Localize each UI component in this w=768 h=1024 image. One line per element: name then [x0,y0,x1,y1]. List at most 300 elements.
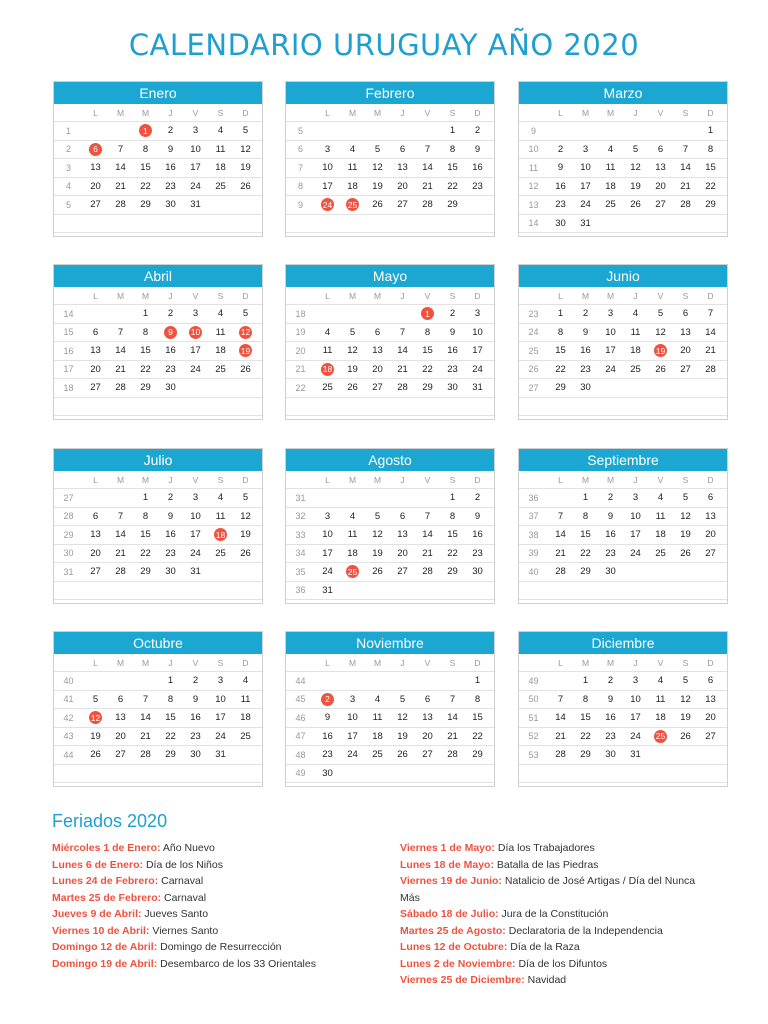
day-cell: 12 [240,143,251,155]
day-cell [108,215,133,233]
month-diciembre [518,631,728,787]
weekday-label: D [474,290,481,301]
day-cell: 15 [580,712,591,724]
week-row [519,398,727,417]
day-cell: 8 [582,693,589,705]
day-cell: 24 [322,566,333,578]
day-cell [390,305,415,323]
day-cell [440,765,465,783]
day-cell: 13 [680,326,691,338]
day-cell [233,765,258,783]
day-cell: 23 [472,547,483,559]
day-cell: 28 [555,566,566,578]
day-cell: 22 [140,363,151,375]
day-cell: 21 [140,730,151,742]
day-cell: 26 [347,382,358,394]
week-row [286,215,494,234]
weekday-label: M [116,657,125,668]
week-number [54,398,83,416]
weekday-label: D [474,657,481,668]
week-number: 46 [295,712,306,723]
day-cell: 23 [555,199,566,211]
holiday-item [400,972,710,989]
day-cell: 27 [422,749,433,761]
weekday-label: L [93,657,98,668]
weekday-label: J [633,657,638,668]
week-number: 2 [65,144,71,155]
day-cell: 8 [582,510,589,522]
weekday-label: S [217,474,224,485]
day-cell: 16 [322,730,333,742]
day-cell: 5 [242,308,249,320]
week-number-header [286,471,315,488]
day-cell [340,305,365,323]
day-cell [315,672,340,690]
day-cell [315,398,340,416]
week-row [519,765,727,784]
week-number: 40 [63,675,74,686]
day-cell: 30 [605,566,616,578]
month-header: Agosto [286,449,494,471]
day-cell: 16 [165,345,176,357]
holiday-description: Desembarco de los 33 Orientales [160,957,316,970]
day-cell [390,765,415,783]
day-cell: 28 [115,382,126,394]
day-cell: 22 [422,363,433,375]
day-cell [208,765,233,783]
holiday-description: Carnaval [161,875,204,887]
day-cell [208,215,233,233]
week-number: 4 [65,181,71,192]
holiday-item [52,890,352,907]
week-row [519,122,727,141]
weekday-label: S [217,107,224,118]
weekday-label: M [141,107,150,118]
day-cell [698,746,723,764]
holiday-date: Miércoles 1 de Enero: [52,842,161,854]
day-cell: 3 [632,675,639,687]
holiday-date: Martes 25 de Agosto: [400,924,506,937]
day-cell [133,582,158,600]
day-cell: 3 [474,308,481,320]
weekday-label: D [707,474,714,485]
week-row [519,196,727,215]
week-number: 38 [528,529,539,540]
day-cell [365,765,390,783]
weekday-label: D [242,107,249,118]
month-abril [53,264,263,420]
day-cell: 31 [322,584,333,596]
holiday-day [83,709,108,727]
week-number-header [54,287,83,304]
day-cell: 19 [397,730,408,742]
day-cell: 19 [372,180,383,192]
day-cell [415,765,440,783]
day-cell: 29 [472,749,483,761]
day-cell: 15 [140,162,151,174]
day-cell: 11 [240,693,251,705]
day-cell: 2 [607,492,614,504]
day-cell: 21 [555,730,566,742]
weekday-label: J [633,290,638,301]
day-cell: 23 [580,363,591,375]
holiday-date: Lunes 24 de Febrero: [52,875,159,887]
holiday-day [340,563,365,581]
day-cell: 16 [605,529,616,541]
week-row [519,672,727,691]
month-septiembre [518,448,728,604]
day-cell: 30 [605,749,616,761]
day-cell: 27 [90,566,101,578]
week-row [286,122,494,141]
day-cell: 11 [372,712,383,724]
weekday-label: L [558,107,563,118]
day-cell: 16 [580,345,591,357]
week-number [54,215,83,233]
day-cell: 3 [607,308,614,320]
week-number: 9 [530,125,536,136]
weekday-label: M [373,290,382,301]
day-cell: 6 [399,510,406,522]
day-cell: 10 [580,162,591,174]
day-cell: 9 [324,712,331,724]
month-header: Mayo [286,265,494,287]
day-cell [698,398,723,416]
day-cell: 4 [324,326,331,338]
day-cell: 21 [447,730,458,742]
day-cell [208,196,233,214]
day-cell: 15 [140,529,151,541]
day-cell [673,582,698,600]
day-cell [548,489,573,507]
day-cell [390,122,415,140]
day-cell: 5 [374,143,381,155]
weekday-label: V [424,290,431,301]
day-cell: 17 [630,712,641,724]
weekday-label: S [682,290,689,301]
day-cell: 24 [472,363,483,375]
week-number: 27 [63,492,74,503]
day-cell [598,379,623,397]
day-cell [415,398,440,416]
day-cell: 5 [657,308,664,320]
holiday-day [133,122,158,140]
holiday-marker: 24 [322,199,333,210]
day-cell: 19 [680,712,691,724]
day-cell: 5 [374,510,381,522]
weekday-label: L [93,290,98,301]
day-cell: 21 [115,363,126,375]
week-row [286,489,494,508]
holiday-item [400,956,710,973]
month-header: Julio [54,449,262,471]
week-row [54,691,262,710]
day-cell: 17 [630,529,641,541]
week-number: 11 [528,162,539,173]
day-cell: 30 [165,199,176,211]
weekday-label: S [682,657,689,668]
week-row [54,324,262,343]
weekday-label: M [373,107,382,118]
day-cell: 26 [655,363,666,375]
day-cell: 22 [140,180,151,192]
weekday-label: V [657,290,664,301]
day-cell: 5 [349,326,356,338]
day-cell: 20 [90,363,101,375]
day-cell: 28 [140,749,151,761]
day-cell [698,582,723,600]
day-cell: 28 [422,566,433,578]
day-cell [415,122,440,140]
day-cell: 6 [424,693,431,705]
day-cell: 4 [607,143,614,155]
week-number: 10 [528,144,539,155]
day-cell: 24 [190,547,201,559]
day-cell: 30 [555,217,566,229]
weekday-label: V [192,107,199,118]
week-number: 27 [528,382,539,393]
weekday-label: J [168,474,173,485]
weekday-label: D [242,474,249,485]
day-cell: 9 [582,326,589,338]
day-cell [465,196,490,214]
day-cell: 27 [372,382,383,394]
day-cell [208,582,233,600]
day-cell: 26 [240,363,251,375]
week-number: 9 [297,199,303,210]
day-cell: 19 [240,529,251,541]
day-cell: 4 [657,675,664,687]
week-number: 41 [63,694,74,705]
holiday-marker: 1 [421,307,434,320]
day-cell [365,489,390,507]
day-cell: 1 [582,675,589,687]
week-number: 35 [295,566,306,577]
day-cell: 3 [217,675,224,687]
holiday-day [233,324,258,342]
holiday-date: Lunes 6 de Enero: [52,858,144,871]
day-cell: 11 [605,162,616,174]
day-cell: 28 [115,199,126,211]
weekday-label: V [424,474,431,485]
day-cell: 14 [115,529,126,541]
week-row [519,691,727,710]
day-cell: 16 [555,180,566,192]
weekday-header-row [54,104,262,122]
day-cell: 4 [349,510,356,522]
weekday-label: S [682,107,689,118]
day-cell: 25 [372,749,383,761]
day-cell: 20 [655,180,666,192]
day-cell: 16 [190,712,201,724]
day-cell [108,489,133,507]
day-cell: 10 [630,510,641,522]
holiday-date: Lunes 2 de Noviembre: [400,957,516,970]
week-row [54,489,262,508]
holiday-date: Domingo 19 de Abril: [52,957,158,970]
week-number-header [286,287,315,304]
day-cell [648,398,673,416]
week-number: 25 [528,345,539,356]
day-cell: 29 [447,199,458,211]
day-cell: 8 [142,510,149,522]
day-cell: 5 [92,693,99,705]
week-number: 8 [297,181,303,192]
week-number: 16 [63,345,74,356]
day-cell: 6 [374,326,381,338]
day-cell: 17 [322,180,333,192]
day-cell [83,582,108,600]
month-mayo [285,264,495,420]
holiday-description: Viernes Santo [152,924,219,937]
week-number: 15 [63,327,74,338]
day-cell: 12 [240,510,251,522]
holiday-description: Jura de la Constitución [501,908,609,920]
month-header: Abril [54,265,262,287]
day-cell: 17 [322,547,333,559]
weekday-label: S [449,657,456,668]
week-number: 29 [63,529,74,540]
weekday-header-row [54,471,262,489]
weekday-label: L [558,290,563,301]
day-cell: 8 [142,143,149,155]
day-cell: 7 [399,326,406,338]
day-cell: 4 [242,675,249,687]
day-cell: 25 [215,363,226,375]
day-cell: 13 [90,529,101,541]
holiday-item [400,939,710,956]
week-row [286,545,494,564]
day-cell: 15 [472,712,483,724]
day-cell [648,746,673,764]
week-row [519,746,727,765]
week-row [54,196,262,215]
weekday-label: S [449,107,456,118]
holiday-item [52,840,352,857]
day-cell [623,122,648,140]
weekday-label: L [325,474,330,485]
day-cell: 23 [322,749,333,761]
day-cell: 6 [707,492,714,504]
day-cell: 6 [117,693,124,705]
day-cell: 3 [324,143,331,155]
day-cell [465,215,490,233]
day-cell: 21 [397,363,408,375]
day-cell [233,215,258,233]
week-number-header [286,104,315,121]
day-cell: 22 [705,180,716,192]
day-cell: 20 [115,730,126,742]
day-cell [415,672,440,690]
holiday-item [52,923,352,940]
month-header: Diciembre [519,632,727,654]
day-cell [648,122,673,140]
day-cell: 20 [397,547,408,559]
holiday-day [648,342,673,360]
day-cell: 22 [140,547,151,559]
holiday-day [83,141,108,159]
week-number: 48 [295,749,306,760]
day-cell [598,122,623,140]
day-cell: 3 [632,492,639,504]
day-cell: 11 [655,693,666,705]
holiday-date: Lunes 12 de Octubre: [400,941,508,953]
month-header: Septiembre [519,449,727,471]
day-cell: 17 [580,180,591,192]
day-cell: 6 [682,308,689,320]
day-cell [673,563,698,581]
day-cell [183,379,208,397]
day-cell: 10 [215,693,226,705]
holiday-description: Día de la Raza [510,941,580,953]
week-row [519,709,727,728]
week-number: 7 [297,162,303,173]
day-cell: 28 [447,749,458,761]
day-cell [208,398,233,416]
week-row [54,141,262,160]
week-number: 49 [528,675,539,686]
week-number: 43 [63,731,74,742]
day-cell: 29 [555,382,566,394]
day-cell: 17 [190,529,201,541]
day-cell [158,765,183,783]
day-cell [340,215,365,233]
holiday-date: Jueves 9 de Abril: [52,908,142,920]
day-cell: 27 [397,566,408,578]
weekday-label: L [325,107,330,118]
month-header: Marzo [519,82,727,104]
day-cell: 10 [472,326,483,338]
day-cell: 2 [192,675,199,687]
holiday-item [400,906,710,923]
day-cell: 1 [707,125,714,137]
day-cell [365,305,390,323]
day-cell: 9 [167,510,174,522]
day-cell: 27 [397,199,408,211]
week-row [54,178,262,197]
day-cell: 18 [347,547,358,559]
day-cell: 15 [447,529,458,541]
day-cell: 2 [607,675,614,687]
week-row [286,342,494,361]
week-number: 14 [63,308,74,319]
day-cell [648,582,673,600]
week-row [54,361,262,380]
week-row [519,508,727,527]
weekday-label: V [424,107,431,118]
day-cell [183,582,208,600]
week-number: 1 [65,125,71,136]
day-cell: 12 [680,510,691,522]
holiday-item [400,857,710,874]
day-cell: 23 [472,180,483,192]
day-cell: 12 [372,529,383,541]
day-cell [365,398,390,416]
day-cell [340,765,365,783]
day-cell [548,582,573,600]
day-cell: 25 [630,363,641,375]
day-cell: 25 [605,199,616,211]
day-cell: 7 [707,308,714,320]
day-cell: 25 [215,547,226,559]
day-cell [573,582,598,600]
day-cell: 31 [215,749,226,761]
day-cell: 22 [165,730,176,742]
week-row [519,178,727,197]
weekday-label: V [192,290,199,301]
day-cell: 14 [555,529,566,541]
month-noviembre [285,631,495,787]
